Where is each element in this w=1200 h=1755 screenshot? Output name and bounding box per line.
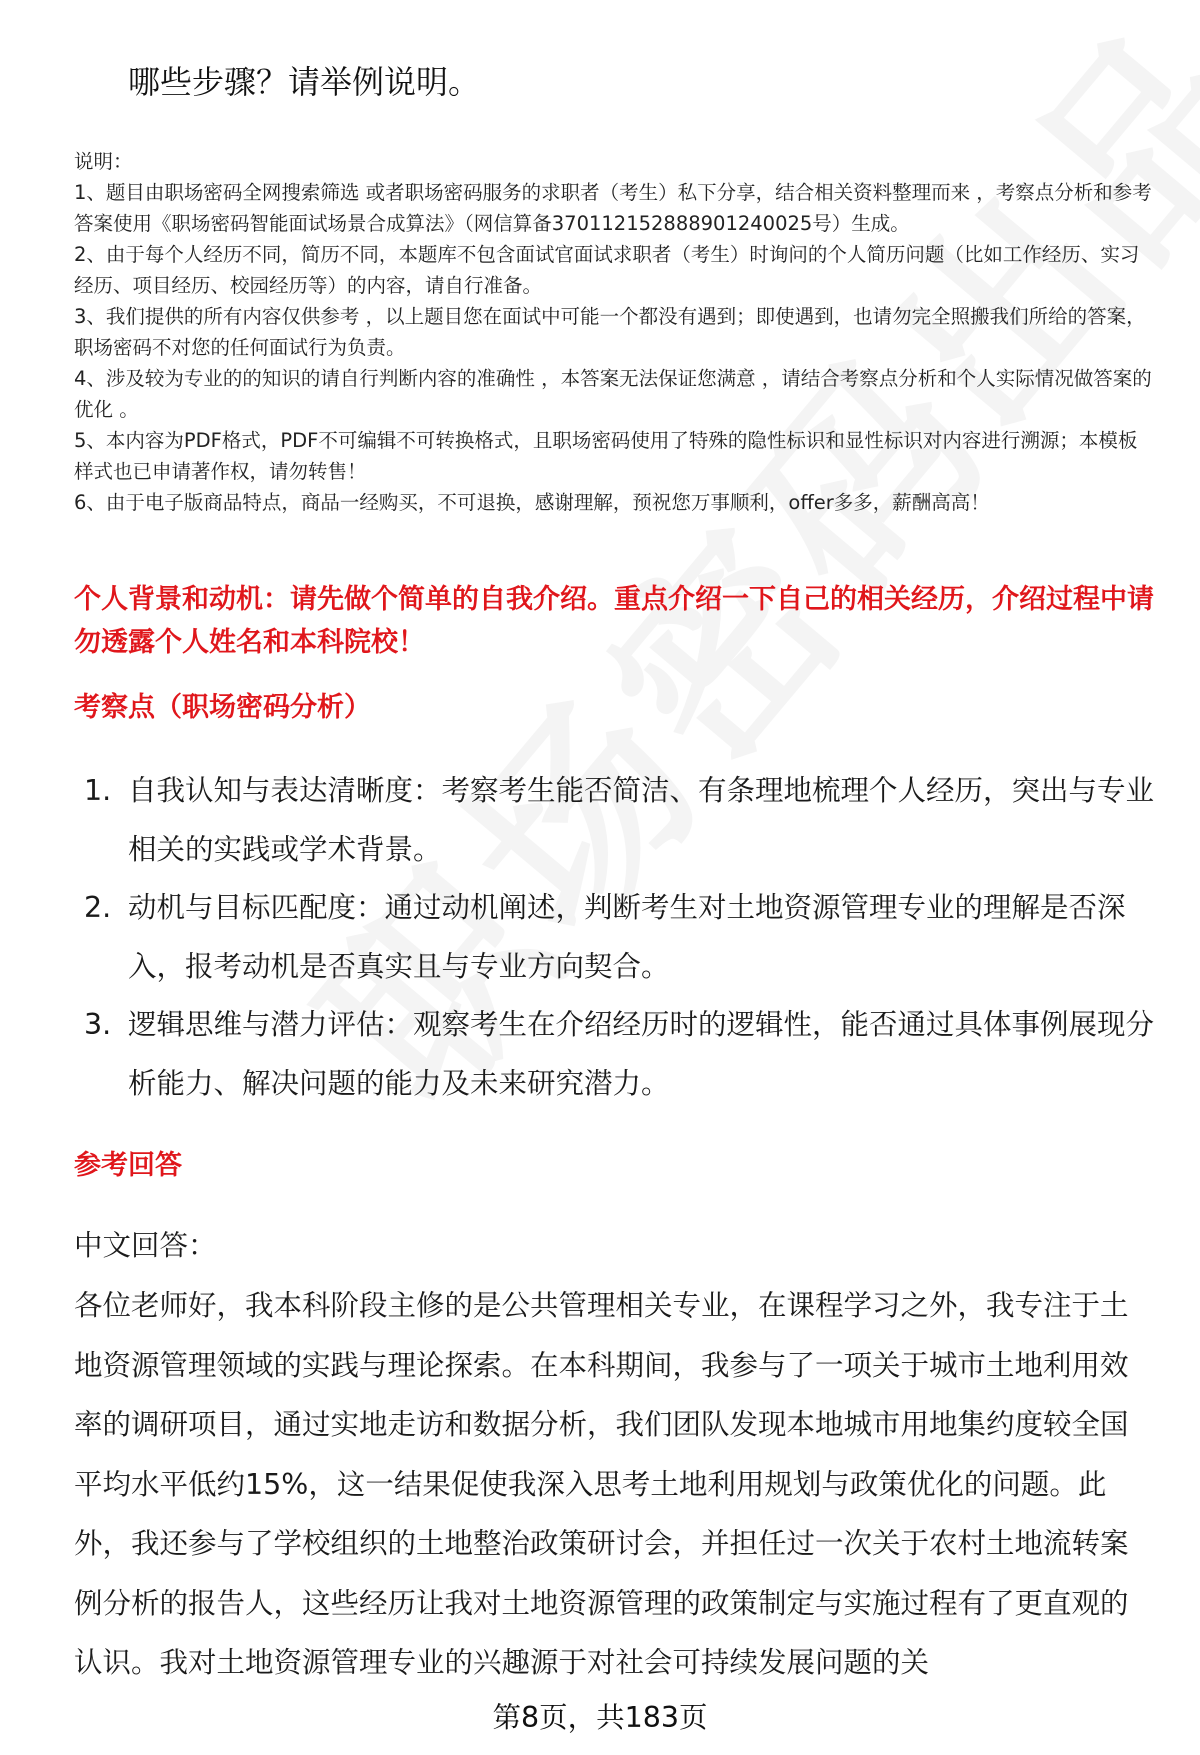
assessment-point: [74, 762, 1154, 879]
point-text: 动机与目标匹配度：通过动机阐述，判断考生对土地资源管理专业的理解是否深入，报考动机是否真实且与专业方向契合。: [128, 891, 1126, 983]
notes-item: 6、由于电子版商品特点，商品一经购买，不可退换，感谢理解，预祝您万事顺利，offer多多，薪酬高高！: [74, 491, 990, 514]
continued-question-text: 哪些步骤？请举例说明。: [128, 63, 481, 101]
assessment-point: [74, 879, 1154, 996]
point-number: 2.: [84, 891, 112, 924]
notes-item: 2、由于每个人经历不同，简历不同，本题库不包含面试官面试求职者（考生）时询问的个人简历问题（比如工作经历、实习经历、项目经历、校园经历等）的内容，请自行准备。: [74, 243, 1140, 297]
notes-item: 5、本内容为PDF格式，PDF不可编辑不可转换格式，且职场密码使用了特殊的隐性标识和显性标识对内容进行溯源；本模板样式也已申请著作权，请勿转售！: [74, 429, 1138, 483]
assessment-points-heading: 考察点（职场密码分析）: [74, 692, 371, 723]
notes-item: 3、我们提供的所有内容仅供参考 ，以上题目您在面试中可能一个都没有遇到；即使遇到，也请勿完全照搬我们所给的答案，职场密码不对您的任何面试行为负责。: [74, 305, 1146, 359]
reference-answer-heading: 参考回答: [74, 1150, 182, 1181]
point-number: 3.: [84, 1008, 112, 1041]
point-number: 1.: [84, 774, 112, 807]
point-text: 逻辑思维与潜力评估：观察考生在介绍经历时的逻辑性，能否通过具体事例展现分析能力、解决问题的能力及未来研究潜力。: [128, 1008, 1155, 1100]
notes-item: 1、题目由职场密码全网搜索筛选 或者职场密码服务的求职者（考生）私下分享，结合相关资料整理而来 ，考察点分析和参考答案使用《职场密码智能面试场景合成算法》（网信算备370112152888901240025号）生成。: [74, 181, 1152, 235]
point-text: 自我认知与表达清晰度：考察考生能否简洁、有条理地梳理个人经历，突出与专业相关的实践或学术背景。: [128, 774, 1155, 866]
assessment-point: [74, 996, 1154, 1113]
assessment-points-list: [74, 762, 1154, 1113]
page-footer: 第8页，共183页: [492, 1701, 708, 1734]
chinese-answer-label: 中文回答：: [74, 1229, 217, 1262]
notes-item: 4、涉及较为专业的的知识的请自行判断内容的准确性 ，本答案无法保证您满意 ，请结合考察点分析和个人实际情况做答案的优化 。: [74, 367, 1152, 421]
notes-section: [74, 146, 1154, 518]
answer-body: 各位老师好，我本科阶段主修的是公共管理相关专业，在课程学习之外，我专注于土地资源管理领域的实践与理论探索。在本科期间，我参与了一项关于城市土地利用效率的调研项目，通过实地走访和数据分析，我们团队发现本地城市用地集约度较全国平均水平低约15%，这一结果促使我深入思考土地利用规划与政策优化的问题。此外，我还参与了学校组织的土地整治政策研讨会，并担任过一次关于农村土地流转案例分析的报告人，这些经历让我对土地资源管理的政策制定与实施过程有了更直观的认识。我对土地资源管理专业的兴趣源于对社会可持续发展问题的关: [74, 1289, 1129, 1679]
interview-question: 个人背景和动机：请先做个简单的自我介绍。重点介绍一下自己的相关经历，介绍过程中请勿透露个人姓名和本科院校！: [74, 584, 1154, 658]
notes-heading: 说明：: [74, 150, 133, 173]
